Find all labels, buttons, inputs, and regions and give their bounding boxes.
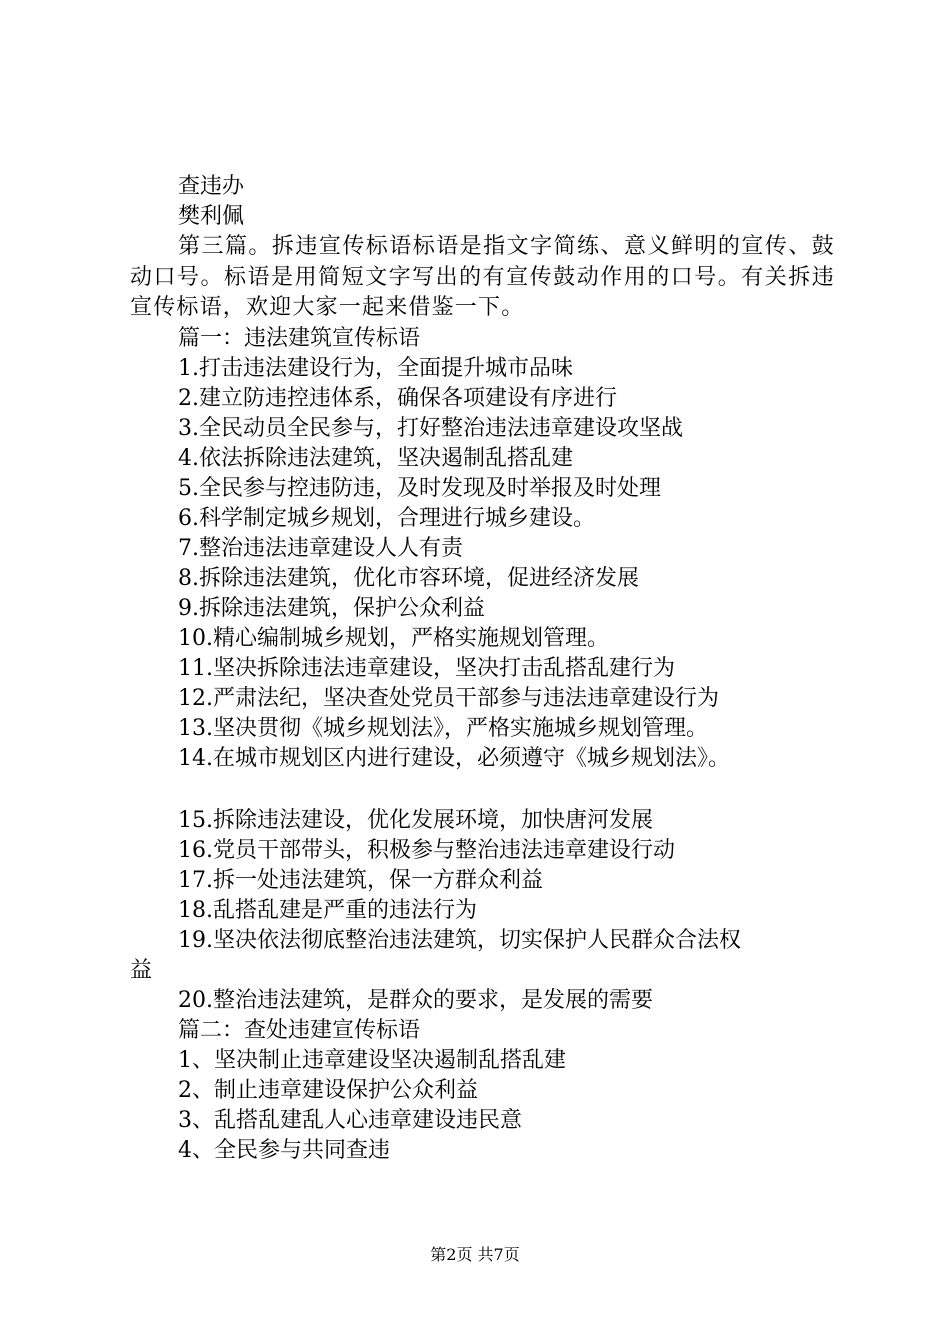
list-item-20: 20.整治违法建筑，是群众的要求，是发展的需要 (178, 987, 653, 1013)
page-footer: 第2页 共7页 (430, 1245, 520, 1264)
list-item-19-line2: 益 (130, 957, 153, 983)
list-item: 13.坚决贯彻《城乡规划法》，严格实施城乡规划管理。 (178, 715, 708, 741)
list-item: 5.全民参与控违防违，及时发现及时举报及时处理 (178, 475, 661, 501)
list-item: 2.建立防违控违体系，确保各项建设有序进行 (178, 385, 617, 411)
intro-paragraph: 第三篇。拆违宣传标语标语是指文字简练、意义鲜明的宣传、鼓动口号。标语是用简短文字写出的有宣传鼓动作用的口号。有关拆违宣传标语，欢迎大家一起来借鉴一下。 (130, 234, 835, 320)
list-item: 16.党员干部带头，积极参与整治违法违章建设行动 (178, 837, 675, 863)
list-item: 3、乱搭乱建乱人心违章建设违民意 (178, 1107, 522, 1133)
list-item: 6.科学制定城乡规划，合理进行城乡建设。 (178, 505, 595, 531)
list-item: 17.拆一处违法建筑，保一方群众利益 (178, 867, 543, 893)
list-item: 9.拆除违法建筑，保护公众利益 (178, 595, 485, 621)
list-item: 8.拆除违法建筑，优化市容环境，促进经济发展 (178, 565, 639, 591)
list-item-19-line1: 19.坚决依法彻底整治违法建筑，切实保护人民群众合法权 (178, 927, 741, 953)
list-item: 7.整治违法违章建设人人有责 (178, 535, 463, 561)
list-item: 1.打击违法建设行为，全面提升城市品味 (178, 355, 573, 381)
list-item: 1、坚决制止违章建设坚决遏制乱搭乱建 (178, 1047, 566, 1073)
section1-list-b (130, 806, 835, 1016)
list-item: 4、全民参与共同查违 (178, 1137, 390, 1163)
list-item: 11.坚决拆除违法违章建设，坚决打击乱搭乱建行为 (178, 655, 675, 681)
list-item: 18.乱搭乱建是严重的违法行为 (178, 897, 477, 923)
list-item: 2、制止违章建设保护公众利益 (178, 1077, 478, 1103)
document-body (130, 172, 835, 1166)
section2-list (130, 1046, 835, 1166)
list-item: 10.精心编制城乡规划，严格实施规划管理。 (178, 625, 609, 651)
blank-line (130, 774, 835, 806)
section2-title: 篇二：查处违建宣传标语 (178, 1017, 421, 1043)
list-item: 12.严肃法纪，坚决查处党员干部参与违法违章建设行为 (178, 685, 719, 711)
list-item: 15.拆除违法建设，优化发展环境，加快唐河发展 (178, 807, 653, 833)
header-line-office: 查违办 (178, 174, 245, 199)
section1-title: 篇一：违法建筑宣传标语 (178, 325, 421, 351)
list-item: 4.依法拆除违法建筑，坚决遏制乱搭乱建 (178, 445, 573, 471)
header-line-author: 樊利佩 (178, 204, 245, 229)
section1-list-a (130, 354, 835, 774)
list-item: 3.全民动员全民参与，打好整治违法违章建设攻坚战 (178, 415, 683, 441)
list-item: 14.在城市规划区内进行建设，必须遵守《城乡规划法》。 (178, 745, 730, 771)
